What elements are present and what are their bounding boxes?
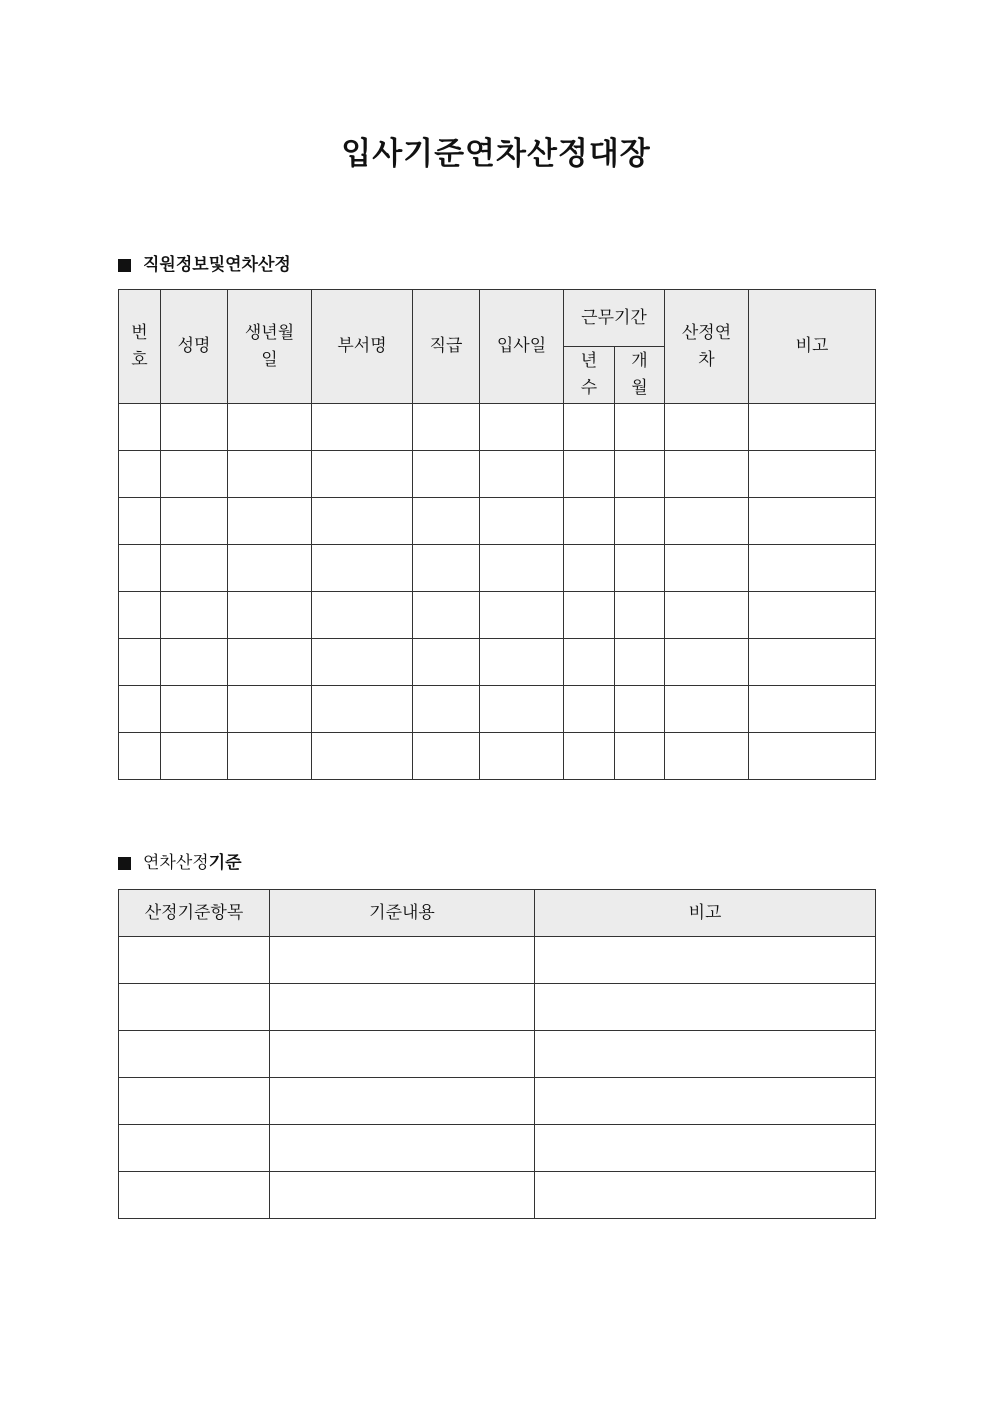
table-cell[interactable]	[228, 733, 312, 780]
table-cell[interactable]	[615, 498, 665, 545]
table-cell[interactable]	[480, 498, 564, 545]
table-header-row	[119, 890, 876, 937]
table-cell[interactable]	[535, 1031, 876, 1078]
table-cell[interactable]	[615, 404, 665, 451]
table-row	[119, 733, 876, 780]
table-cell[interactable]	[270, 937, 535, 984]
table-cell[interactable]	[413, 404, 480, 451]
table-cell[interactable]	[228, 639, 312, 686]
table-cell[interactable]	[119, 592, 161, 639]
table-cell[interactable]	[749, 639, 876, 686]
table-cell[interactable]	[480, 545, 564, 592]
table-cell[interactable]	[564, 686, 615, 733]
table-cell[interactable]	[615, 639, 665, 686]
table-cell[interactable]	[564, 451, 615, 498]
header-position: 직급	[413, 290, 480, 404]
table-cell[interactable]	[413, 451, 480, 498]
table-row	[119, 639, 876, 686]
table-cell[interactable]	[119, 404, 161, 451]
table-cell[interactable]	[119, 545, 161, 592]
table-cell[interactable]	[615, 686, 665, 733]
table-cell[interactable]	[119, 937, 270, 984]
table-cell[interactable]	[480, 733, 564, 780]
table-cell[interactable]	[665, 404, 749, 451]
document-title: 입사기준연차산정대장	[341, 136, 651, 172]
table-row	[119, 1172, 876, 1219]
table-cell[interactable]	[312, 545, 413, 592]
header-criteria-item: 산정기준항목	[119, 890, 270, 937]
table-cell[interactable]	[119, 1078, 270, 1125]
table-cell[interactable]	[564, 545, 615, 592]
table-row	[119, 937, 876, 984]
table-row	[119, 686, 876, 733]
table-cell[interactable]	[161, 686, 228, 733]
table-cell[interactable]	[161, 404, 228, 451]
table-cell[interactable]	[312, 498, 413, 545]
table-cell[interactable]	[665, 639, 749, 686]
table-cell[interactable]	[535, 1125, 876, 1172]
table-cell[interactable]	[228, 545, 312, 592]
table-cell[interactable]	[535, 984, 876, 1031]
table-cell[interactable]	[161, 545, 228, 592]
header-criteria-content: 기준내용	[270, 890, 535, 937]
table-cell[interactable]	[564, 639, 615, 686]
header-years: 년 수	[564, 347, 615, 404]
table-cell[interactable]	[480, 592, 564, 639]
table-cell[interactable]	[749, 733, 876, 780]
table-cell[interactable]	[665, 498, 749, 545]
table-cell[interactable]	[119, 1031, 270, 1078]
black-square-icon	[118, 857, 131, 870]
table-cell[interactable]	[270, 984, 535, 1031]
table-cell[interactable]	[119, 1172, 270, 1219]
header-birth-date: 생년월 일	[228, 290, 312, 404]
header-number: 번 호	[119, 290, 161, 404]
table-cell[interactable]	[564, 404, 615, 451]
table-cell[interactable]	[535, 1078, 876, 1125]
header-remarks: 비고	[535, 890, 876, 937]
section-heading-text: 직원정보및연차산정	[143, 255, 291, 275]
table-cell[interactable]	[161, 733, 228, 780]
table-cell[interactable]	[270, 1172, 535, 1219]
table-cell[interactable]	[119, 639, 161, 686]
table-cell[interactable]	[161, 451, 228, 498]
table-row	[119, 984, 876, 1031]
table-cell[interactable]	[413, 639, 480, 686]
table-cell[interactable]	[413, 592, 480, 639]
table-cell[interactable]	[615, 545, 665, 592]
table-cell[interactable]	[119, 686, 161, 733]
table-cell[interactable]	[312, 639, 413, 686]
table-cell[interactable]	[535, 1172, 876, 1219]
table-cell[interactable]	[413, 545, 480, 592]
header-months: 개 월	[615, 347, 665, 404]
section-heading-leave-criteria	[118, 850, 242, 876]
header-department: 부서명	[312, 290, 413, 404]
table-cell[interactable]	[270, 1125, 535, 1172]
table-cell[interactable]	[665, 686, 749, 733]
section-heading-text: 연차산정	[143, 853, 209, 873]
table-cell[interactable]	[749, 545, 876, 592]
table-row	[119, 1078, 876, 1125]
table-cell[interactable]	[480, 404, 564, 451]
table-cell[interactable]	[665, 733, 749, 780]
table-cell[interactable]	[119, 451, 161, 498]
table-cell[interactable]	[161, 592, 228, 639]
black-square-icon	[118, 259, 131, 272]
header-name: 성명	[161, 290, 228, 404]
table-cell[interactable]	[564, 498, 615, 545]
table-row	[119, 1125, 876, 1172]
table-row	[119, 592, 876, 639]
table-cell[interactable]	[228, 451, 312, 498]
header-service-period: 근무기간	[564, 290, 665, 347]
table-row	[119, 498, 876, 545]
table-cell[interactable]	[749, 686, 876, 733]
table-cell[interactable]	[312, 686, 413, 733]
table-cell[interactable]	[564, 592, 615, 639]
table-cell[interactable]	[480, 686, 564, 733]
table-cell[interactable]	[413, 733, 480, 780]
table-cell[interactable]	[228, 404, 312, 451]
table-cell[interactable]	[228, 592, 312, 639]
table-cell[interactable]	[119, 733, 161, 780]
leave-criteria-table	[118, 889, 876, 1219]
table-cell[interactable]	[228, 686, 312, 733]
table-cell[interactable]	[161, 639, 228, 686]
table-cell[interactable]	[413, 686, 480, 733]
table-cell[interactable]	[535, 937, 876, 984]
table-cell[interactable]	[665, 545, 749, 592]
header-calculated-leave-year: 산정연 차	[665, 290, 749, 404]
table-cell[interactable]	[161, 498, 228, 545]
table-cell[interactable]	[615, 451, 665, 498]
table-cell[interactable]	[119, 984, 270, 1031]
table-row	[119, 1031, 876, 1078]
table-row	[119, 545, 876, 592]
table-cell[interactable]	[312, 451, 413, 498]
table-cell[interactable]	[312, 404, 413, 451]
table-cell[interactable]	[665, 451, 749, 498]
employee-annual-leave-table	[118, 289, 876, 780]
table-cell[interactable]	[119, 498, 161, 545]
table-cell[interactable]	[270, 1031, 535, 1078]
table-cell[interactable]	[228, 498, 312, 545]
table-row	[119, 451, 876, 498]
section-heading-employee-info	[118, 252, 291, 278]
table-row	[119, 404, 876, 451]
table-header-row	[119, 290, 876, 347]
table-cell[interactable]	[312, 592, 413, 639]
table-cell[interactable]	[749, 498, 876, 545]
section-heading-bold-text: 기준	[208, 853, 242, 873]
table-cell[interactable]	[480, 639, 564, 686]
table-cell[interactable]	[312, 733, 413, 780]
header-remarks: 비고	[749, 290, 876, 404]
table-cell[interactable]	[615, 733, 665, 780]
table-cell[interactable]	[749, 592, 876, 639]
table-cell[interactable]	[749, 451, 876, 498]
table-cell[interactable]	[564, 733, 615, 780]
table-cell[interactable]	[749, 404, 876, 451]
table-cell[interactable]	[413, 498, 480, 545]
table-cell[interactable]	[270, 1078, 535, 1125]
header-hire-date: 입사일	[480, 290, 564, 404]
table-cell[interactable]	[119, 1125, 270, 1172]
table-cell[interactable]	[665, 592, 749, 639]
table-cell[interactable]	[615, 592, 665, 639]
table-cell[interactable]	[480, 451, 564, 498]
